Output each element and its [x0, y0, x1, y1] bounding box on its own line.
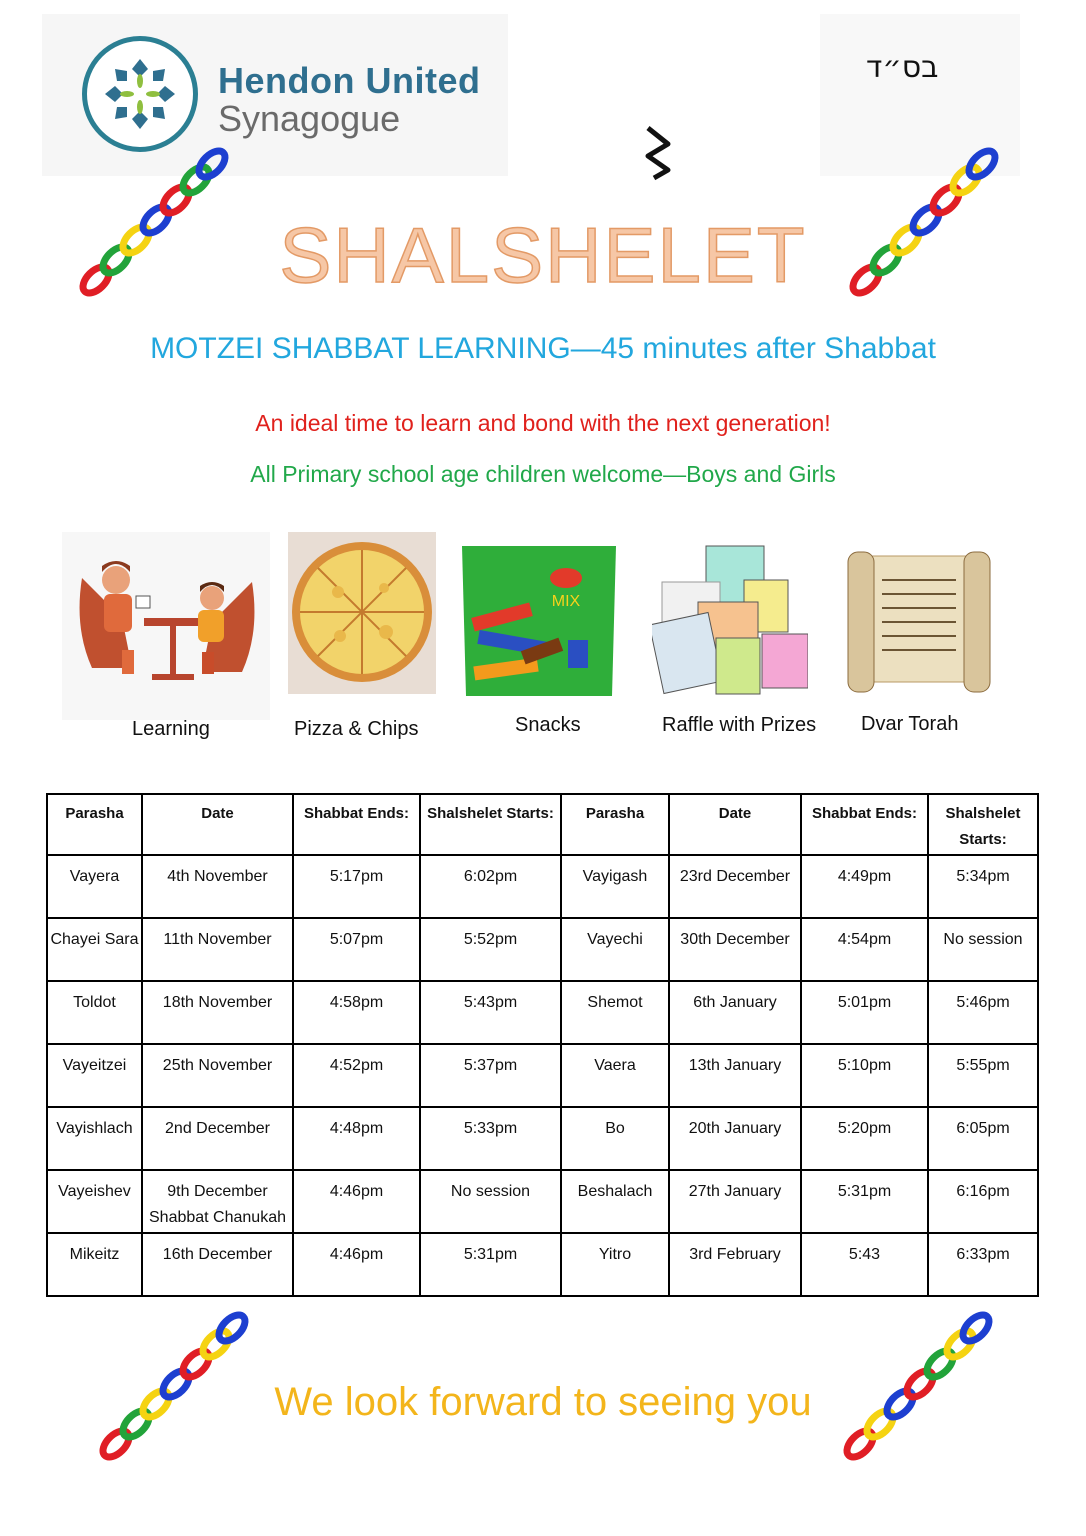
feature-caption-learning: Learning	[132, 718, 210, 740]
table-cell: 5:33pm	[420, 1107, 561, 1170]
table-cell: 5:10pm	[801, 1044, 928, 1107]
table-cell: No session	[928, 918, 1038, 981]
children-learning-illustration-icon	[62, 532, 270, 720]
table-cell: 16th December	[142, 1233, 293, 1296]
table-cell: 5:17pm	[293, 855, 420, 918]
table-row	[47, 981, 1038, 1044]
column-header: Shalshelet Starts:	[420, 794, 561, 855]
feature-caption-raffle: Raffle with Prizes	[662, 714, 817, 736]
column-header: Parasha	[561, 794, 669, 855]
table-cell: 5:34pm	[928, 855, 1038, 918]
table-cell: Vayera	[47, 855, 142, 918]
table-row	[47, 918, 1038, 981]
table-cell: 18th November	[142, 981, 293, 1044]
table-cell: Vayishlach	[47, 1107, 142, 1170]
table-row	[47, 1044, 1038, 1107]
table-row	[47, 1170, 1038, 1233]
table-cell: Vayeishev	[47, 1170, 142, 1233]
table-cell: 4th November	[142, 855, 293, 918]
table-cell: 4:54pm	[801, 918, 928, 981]
feature-caption-dvar-torah: Dvar Torah	[861, 713, 959, 735]
table-cell: 6:16pm	[928, 1170, 1038, 1233]
table-cell: Vayigash	[561, 855, 669, 918]
table-cell: 5:01pm	[801, 981, 928, 1044]
table-cell: 4:58pm	[293, 981, 420, 1044]
tulip-emblem-icon	[87, 41, 193, 147]
column-header: Date	[142, 794, 293, 855]
page-title: SHALSHELET	[279, 211, 807, 299]
table-cell: Vayechi	[561, 918, 669, 981]
table-row	[47, 855, 1038, 918]
hebrew-shin-icon	[640, 122, 676, 182]
table-cell: 5:55pm	[928, 1044, 1038, 1107]
table-cell: Shemot	[561, 981, 669, 1044]
table-cell: 20th January	[669, 1107, 801, 1170]
table-cell: Vayeitzei	[47, 1044, 142, 1107]
column-header: Date	[669, 794, 801, 855]
table-cell: 5:46pm	[928, 981, 1038, 1044]
table-cell: 6:02pm	[420, 855, 561, 918]
snack-bag-photo-icon	[458, 540, 620, 704]
raffle-tickets-photo-icon	[652, 542, 808, 702]
table-cell: Beshalach	[561, 1170, 669, 1233]
table-cell: 4:46pm	[293, 1233, 420, 1296]
table-cell: 2nd December	[142, 1107, 293, 1170]
table-cell: 4:48pm	[293, 1107, 420, 1170]
logo-subtitle: Synagogue	[218, 98, 401, 139]
table-cell: 27th January	[669, 1170, 801, 1233]
table-cell: 4:46pm	[293, 1170, 420, 1233]
table-cell: 5:31pm	[801, 1170, 928, 1233]
column-header: Shabbat Ends:	[801, 794, 928, 855]
schedule-table	[46, 793, 1039, 1297]
table-cell: No session	[420, 1170, 561, 1233]
table-cell: Chayei Sara	[47, 918, 142, 981]
welcome-line: All Primary school age children welcome—Boys and Girls	[250, 461, 836, 487]
tagline: An ideal time to learn and bond with the next generation!	[255, 410, 831, 436]
table-header-row	[47, 794, 1038, 855]
torah-scroll-illustration-icon	[840, 544, 998, 694]
footer-message: We look forward to seeing you	[274, 1380, 812, 1424]
table-cell: 9th December Shabbat Chanukah	[142, 1170, 293, 1233]
table-cell: 4:49pm	[801, 855, 928, 918]
bsd-text: בס״ד	[866, 50, 939, 85]
column-header: Parasha	[47, 794, 142, 855]
svg-text:MIX: MIX	[551, 593, 581, 610]
table-cell: 5:31pm	[420, 1233, 561, 1296]
column-header: Shalshelet Starts:	[928, 794, 1038, 855]
table-cell: 5:07pm	[293, 918, 420, 981]
synagogue-logo-icon	[82, 36, 198, 152]
table-cell: 30th December	[669, 918, 801, 981]
table-cell: 5:43	[801, 1233, 928, 1296]
logo-title: Hendon United	[218, 60, 481, 101]
subtitle: MOTZEI SHABBAT LEARNING—45 minutes after Shabbat	[150, 332, 936, 365]
table-cell: 5:43pm	[420, 981, 561, 1044]
column-header: Shabbat Ends:	[293, 794, 420, 855]
table-cell: 23rd December	[669, 855, 801, 918]
table-cell: 5:37pm	[420, 1044, 561, 1107]
table-cell: 11th November	[142, 918, 293, 981]
feature-caption-snacks: Snacks	[515, 714, 581, 736]
pizza-photo-icon	[288, 532, 436, 694]
table-cell: 13th January	[669, 1044, 801, 1107]
table-row	[47, 1233, 1038, 1296]
table-cell: Vaera	[561, 1044, 669, 1107]
table-cell: 25th November	[142, 1044, 293, 1107]
table-cell: 5:52pm	[420, 918, 561, 981]
table-cell: 6:05pm	[928, 1107, 1038, 1170]
table-cell: Toldot	[47, 981, 142, 1044]
table-row	[47, 1107, 1038, 1170]
table-cell: 4:52pm	[293, 1044, 420, 1107]
table-cell: Mikeitz	[47, 1233, 142, 1296]
table-cell: Yitro	[561, 1233, 669, 1296]
table-cell: 3rd February	[669, 1233, 801, 1296]
table-cell: Bo	[561, 1107, 669, 1170]
table-cell: 6:33pm	[928, 1233, 1038, 1296]
table-cell: 5:20pm	[801, 1107, 928, 1170]
feature-caption-pizza: Pizza & Chips	[294, 718, 419, 740]
table-cell: 6th January	[669, 981, 801, 1044]
